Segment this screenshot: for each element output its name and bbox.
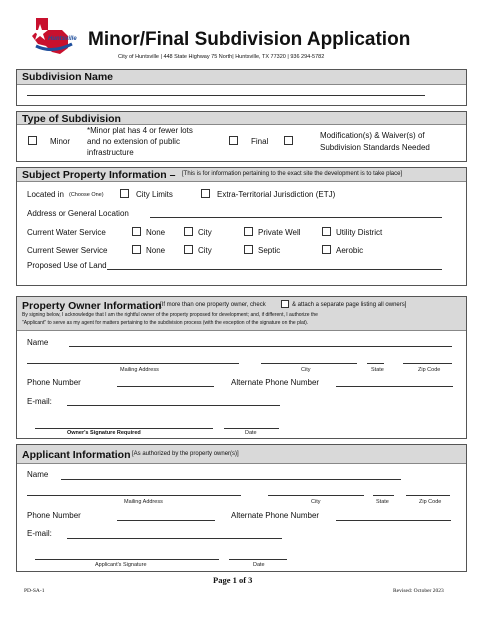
applicant-phone-field[interactable] — [117, 520, 215, 521]
water-private-well-checkbox[interactable] — [244, 227, 253, 236]
sewer-aerobic-label: Aerobic — [336, 246, 364, 255]
minor-note: *Minor plat has 4 or fewer lots — [87, 126, 193, 135]
subject-property-section — [16, 167, 467, 286]
final-checkbox[interactable] — [229, 136, 238, 145]
owner-date-field[interactable] — [224, 428, 279, 429]
etj-label: Extra-Territorial Jurisdiction (ETJ) — [217, 190, 336, 199]
sewer-septic-checkbox[interactable] — [244, 245, 253, 254]
owner-name-field[interactable] — [69, 346, 452, 347]
section-title: Subject Property Information – — [22, 169, 176, 181]
applicant-city-field[interactable] — [268, 495, 364, 496]
applicant-alt-phone-label: Alternate Phone Number — [231, 511, 320, 520]
sewer-city-label: City — [198, 246, 212, 255]
address-label: Address or General Location — [27, 209, 129, 218]
section-header — [17, 112, 466, 125]
applicant-zip-field[interactable] — [406, 495, 450, 496]
owner-signature-caption: Owner's Signature Required — [67, 430, 141, 436]
multiple-owners-checkbox[interactable] — [281, 300, 289, 308]
water-utility-district-label: Utility District — [336, 228, 383, 237]
choose-one-note: (Choose One) — [69, 192, 104, 198]
sewer-service-label: Current Sewer Service — [27, 246, 108, 255]
sewer-none-checkbox[interactable] — [132, 245, 141, 254]
section-note: & attach a separate page listing all owners] — [292, 302, 407, 308]
applicant-date-caption: Date — [253, 562, 265, 568]
owner-phone-label: Phone Number — [27, 378, 81, 387]
applicant-name-label: Name — [27, 470, 49, 479]
applicant-email-field[interactable] — [67, 538, 282, 539]
applicant-name-field[interactable] — [61, 479, 401, 480]
minor-note: and no extension of public — [87, 137, 180, 146]
minor-checkbox[interactable] — [28, 136, 37, 145]
page-title: Minor/Final Subdivision Application — [88, 29, 411, 50]
final-label: Final — [251, 137, 269, 146]
applicant-email-label: E-mail: — [27, 529, 52, 538]
owner-city-field[interactable] — [261, 363, 357, 364]
owner-phone-field[interactable] — [117, 386, 214, 387]
section-note: [If more than one property owner, check — [160, 302, 266, 308]
form-id: PD-SA-1 — [24, 588, 45, 594]
owner-email-label: E-mail: — [27, 397, 52, 406]
modification-label: Subdivision Standards Needed — [320, 143, 430, 152]
sewer-none-label: None — [146, 246, 166, 255]
water-none-label: None — [146, 228, 166, 237]
zip-caption: Zip Code — [419, 499, 442, 505]
state-caption: State — [371, 367, 384, 373]
owner-zip-field[interactable] — [403, 363, 452, 364]
owner-consent-text: "Applicant" to serve as my agent for matters pertaining to the subdivision process (with the exception of the signature on the plat). — [22, 320, 309, 326]
applicant-phone-label: Phone Number — [27, 511, 81, 520]
section-title: Applicant Information — [22, 449, 131, 461]
section-header — [17, 168, 466, 182]
modification-checkbox[interactable] — [284, 136, 293, 145]
subdivision-name-field[interactable] — [27, 95, 425, 96]
proposed-use-label: Proposed Use of Land — [27, 261, 107, 270]
applicant-alt-phone-field[interactable] — [336, 520, 451, 521]
section-header — [17, 297, 466, 331]
owner-consent-text: By signing below, I acknowledge that I am the rightful owner of the property proposed for development; and, if different, I authorize the — [22, 312, 318, 318]
city-caption: City — [311, 499, 321, 505]
owner-alt-phone-field[interactable] — [336, 386, 453, 387]
sewer-city-checkbox[interactable] — [184, 245, 193, 254]
sewer-septic-label: Septic — [258, 246, 281, 255]
applicant-signature-caption: Applicant's Signature — [95, 562, 147, 568]
owner-mailing-address-field[interactable] — [27, 363, 239, 364]
section-header — [17, 70, 466, 85]
sewer-aerobic-checkbox[interactable] — [322, 245, 331, 254]
minor-note: infrastructure — [87, 148, 134, 157]
city-caption: City — [301, 367, 311, 373]
logo-text: Huntsville — [48, 36, 77, 42]
etj-checkbox[interactable] — [201, 189, 210, 198]
water-city-label: City — [198, 228, 212, 237]
state-caption: State — [376, 499, 389, 505]
applicant-state-field[interactable] — [373, 495, 394, 496]
modification-label: Modification(s) & Waiver(s) of — [320, 131, 425, 140]
applicant-date-field[interactable] — [229, 559, 287, 560]
owner-signature-field[interactable] — [35, 428, 213, 429]
property-owner-section — [16, 296, 467, 439]
mailing-address-caption: Mailing Address — [120, 367, 159, 373]
mailing-address-caption: Mailing Address — [124, 499, 163, 505]
city-logo — [22, 14, 78, 58]
applicant-section — [16, 444, 467, 572]
page-number: Page 1 of 3 — [213, 575, 253, 585]
address-field[interactable] — [150, 217, 442, 218]
applicant-signature-field[interactable] — [35, 559, 219, 560]
section-note: [This is for information pertaining to the exact site the development is to take place] — [182, 171, 403, 177]
minor-label: Minor — [50, 137, 71, 146]
section-title: Type of Subdivision — [22, 113, 121, 125]
section-header — [17, 445, 466, 464]
city-limits-checkbox[interactable] — [120, 189, 129, 198]
page-subtitle: City of Huntsville | 448 State Highway 75 North| Huntsville, TX 77320 | 936 294-5782 — [118, 54, 325, 60]
water-service-label: Current Water Service — [27, 228, 106, 237]
water-utility-district-checkbox[interactable] — [322, 227, 331, 236]
owner-state-field[interactable] — [367, 363, 384, 364]
located-in-label: Located in — [27, 190, 64, 199]
water-none-checkbox[interactable] — [132, 227, 141, 236]
city-limits-label: City Limits — [136, 190, 173, 199]
owner-email-field[interactable] — [67, 405, 280, 406]
owner-date-caption: Date — [245, 430, 257, 436]
water-private-well-label: Private Well — [258, 228, 301, 237]
zip-caption: Zip Code — [418, 367, 441, 373]
applicant-mailing-address-field[interactable] — [27, 495, 241, 496]
type-section — [16, 111, 467, 162]
water-city-checkbox[interactable] — [184, 227, 193, 236]
owner-alt-phone-label: Alternate Phone Number — [231, 378, 320, 387]
subdivision-name-section — [16, 69, 467, 106]
owner-name-label: Name — [27, 338, 49, 347]
proposed-use-field[interactable] — [107, 269, 442, 270]
section-title: Subdivision Name — [22, 71, 114, 83]
section-note: [As authorized by the property owner(s)] — [132, 451, 239, 457]
section-title: Property Owner Information — [22, 300, 162, 312]
revised-date: Revised: October 2023 — [393, 588, 444, 594]
